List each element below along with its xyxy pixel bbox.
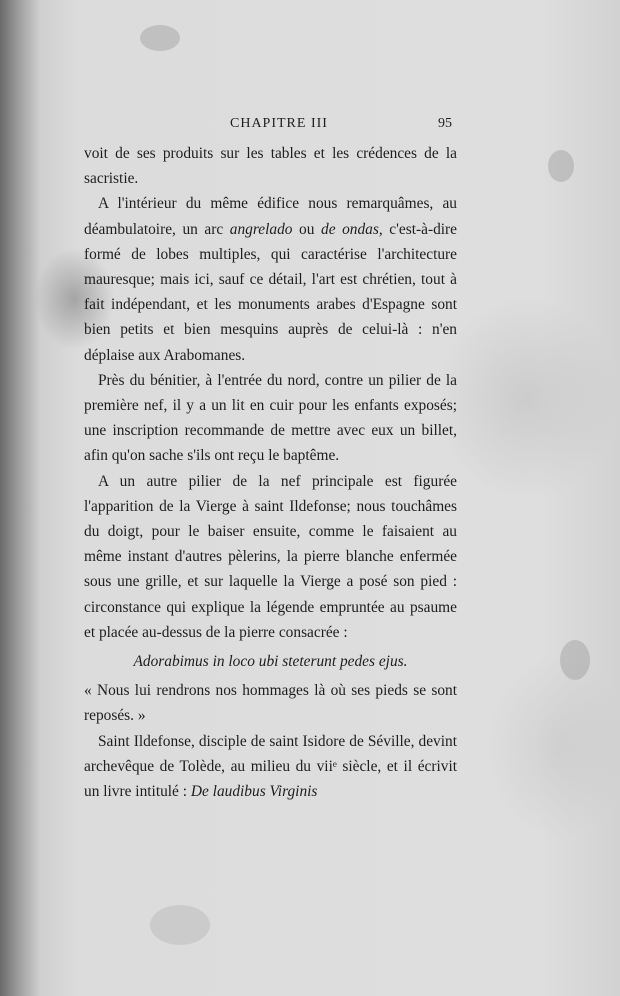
paragraph [84, 368, 457, 469]
epigraph-quote [84, 649, 457, 674]
stain [560, 640, 590, 680]
text-run: A un autre pilier de la nef principale est figurée l'apparition de la Vierge à saint Ildefonse; nous touchâmes du doigt, pour le baiser ensuite, comme le faisaient au même instant d'autres pèlerins, la pierre blanche enfermée sous une grille, et sur laquelle la Vierge a posé son pied : circonstance qui explique la légende empruntée au psaume et placée au-dessus de la pierre consacrée : [84, 472, 457, 641]
stain [150, 905, 210, 945]
text-run: A l'intérieur du même édifice nous remarquâmes, au déambulatoire, un arc [84, 195, 457, 238]
stain [140, 25, 180, 51]
paragraph [84, 729, 457, 805]
paragraph [84, 141, 457, 191]
paragraph [84, 678, 457, 728]
italic-text: angrelado [229, 220, 293, 238]
text-run: « Nous lui rendrons nos hommages là où ses pieds se sont reposés. » [84, 682, 457, 725]
text-run: Près du bénitier, à l'entrée du nord, contre un pilier de la première nef, il y a un lit en cuir pour les enfants exposés; une inscription recommande de mettre avec eux un billet, afin qu'on sache s'ils ont reçu le baptême. [84, 371, 457, 465]
paragraph [84, 191, 457, 367]
text-run: , c'est-à-dire formé de lobes multiples, qui caractérise l'architecture mauresque; mais ici, sauf ce détail, l'art est chrétien, tout à fait indépendant, et les monuments arabes d'Espagne sont bien petits et bien mesquins auprès de celui-là : n'en déplaise aux Arabomanes. [84, 220, 457, 364]
body-text [84, 141, 457, 804]
text-run: ou [292, 220, 321, 238]
page-number: 95 [438, 116, 452, 131]
italic-text: De laudibus Virginis [190, 783, 318, 801]
stain [548, 150, 574, 182]
italic-text: Adorabimus in loco ubi steterunt pedes ejus. [133, 653, 408, 671]
chapter-title: CHAPITRE III [230, 116, 328, 131]
italic-text: de ondas [321, 220, 379, 238]
text-run: Saint Ildefonse, disciple de saint Isidore de Séville, devint archevêque de Tolède, au milieu du viiᵉ siècle, et il écrivit un livre intitulé : [84, 732, 457, 801]
paragraph [84, 469, 457, 645]
text-run: voit de ses produits sur les tables et les crédences de la sacristie. [84, 145, 457, 188]
